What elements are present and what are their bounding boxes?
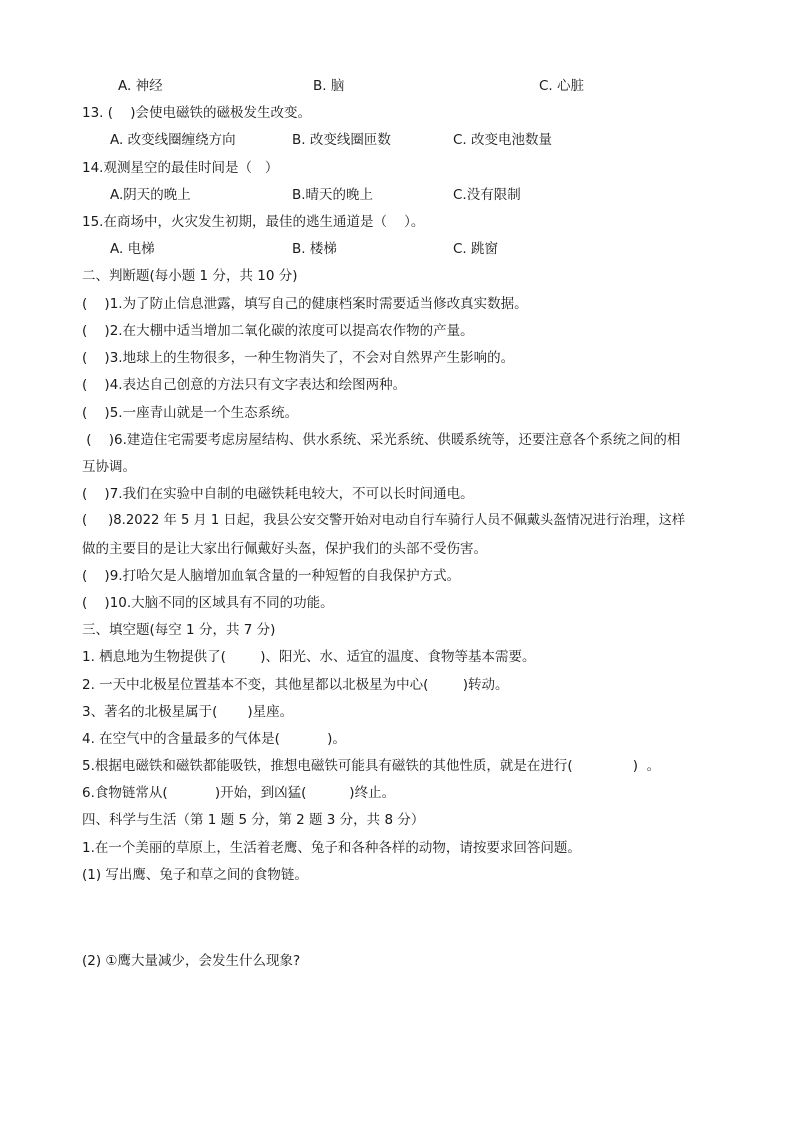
science-life-q1: 1.在一个美丽的草原上，生活着老鹰、兔子和各种各样的动物，请按要求回答问题。 bbox=[82, 840, 581, 856]
judge-item-6: ( )6.建造住宅需要考虑房屋结构、供水系统、采光系统、供暖系统等，还要注意各个系统之间的相 bbox=[82, 432, 681, 448]
q14-option-b: B.晴天的晚上 bbox=[292, 187, 374, 203]
judge-item-5: ( )5.一座青山就是一个生态系统。 bbox=[82, 405, 299, 421]
q15-option-a: A. 电梯 bbox=[110, 241, 155, 257]
judge-item-8-cont: 做的主要目的是让大家出行佩戴好头盔，保护我们的头部不受伤害。 bbox=[82, 541, 487, 557]
q12-option-a: A. 神经 bbox=[118, 78, 163, 94]
science-life-q1-sub1: (1) 写出鹰、兔子和草之间的食物链。 bbox=[82, 867, 308, 883]
judge-item-2: ( )2.在大棚中适当增加二氧化碳的浓度可以提高农作物的产量。 bbox=[82, 323, 474, 339]
q12-option-b: B. 脑 bbox=[313, 78, 345, 94]
fill-item-6: 6.食物链常从( )开始，到凶猛( )终止。 bbox=[82, 785, 396, 801]
fill-item-4: 4. 在空气中的含量最多的气体是( )。 bbox=[82, 731, 346, 747]
q13-option-a: A. 改变线圈缠绕方向 bbox=[110, 132, 236, 148]
science-life-q1-sub2: (2) ①鹰大量减少，会发生什么现象? bbox=[82, 953, 301, 969]
question-15: 15.在商场中，火灾发生初期，最佳的逃生通道是（ ）。 bbox=[82, 214, 425, 230]
fill-item-5: 5.根据电磁铁和磁铁都能吸铁，推想电磁铁可能具有磁铁的其他性质，就是在进行( ) 。 bbox=[82, 758, 661, 774]
judge-item-9: ( )9.打哈欠是人脑增加血氧含量的一种短暂的自我保护方式。 bbox=[82, 568, 461, 584]
q14-option-a: A.阴天的晚上 bbox=[110, 187, 191, 203]
section-3-title: 三、填空题(每空 1 分，共 7 分) bbox=[82, 622, 276, 638]
judge-item-7: ( )7.我们在实验中自制的电磁铁耗电较大，不可以长时间通电。 bbox=[82, 486, 474, 502]
fill-item-1: 1. 栖息地为生物提供了( )、阳光、水、适宜的温度、食物等基本需要。 bbox=[82, 649, 536, 665]
q14-option-c: C.没有限制 bbox=[453, 187, 521, 203]
judge-item-8: ( )8.2022 年 5 月 1 日起，我县公安交警开始对电动自行车骑行人员不佩戴头盔情况进行治理，这样 bbox=[82, 513, 686, 528]
judge-item-3: ( )3.地球上的生物很多，一种生物消失了，不会对自然界产生影响的。 bbox=[82, 350, 515, 366]
judge-item-4: ( )4.表达自己创意的方法只有文字表达和绘图两种。 bbox=[82, 377, 407, 393]
question-13: 13. ( )会使电磁铁的磁极发生改变。 bbox=[82, 105, 311, 121]
fill-item-2: 2. 一天中北极星位置基本不变，其他星都以北极星为中心( )转动。 bbox=[82, 677, 509, 693]
q13-option-c: C. 改变电池数量 bbox=[453, 132, 553, 148]
q15-option-b: B. 楼梯 bbox=[292, 241, 337, 257]
section-2-title: 二、判断题(每小题 1 分，共 10 分) bbox=[82, 268, 298, 284]
question-14: 14.观测星空的最佳时间是（ ） bbox=[82, 160, 279, 176]
judge-item-10: ( )10.大脑不同的区域具有不同的功能。 bbox=[82, 595, 334, 611]
q15-option-c: C. 跳窗 bbox=[453, 241, 499, 257]
fill-item-3: 3、著名的北极星属于( )星座。 bbox=[82, 704, 294, 720]
judge-item-6-cont: 互协调。 bbox=[82, 459, 136, 475]
q12-option-c: C. 心脏 bbox=[539, 78, 585, 94]
judge-item-1: ( )1.为了防止信息泄露，填写自己的健康档案时需要适当修改真实数据。 bbox=[82, 296, 528, 312]
q13-option-b: B. 改变线圈匝数 bbox=[292, 132, 391, 148]
section-4-title: 四、科学与生活（第 1 题 5 分，第 2 题 3 分，共 8 分） bbox=[82, 812, 425, 828]
